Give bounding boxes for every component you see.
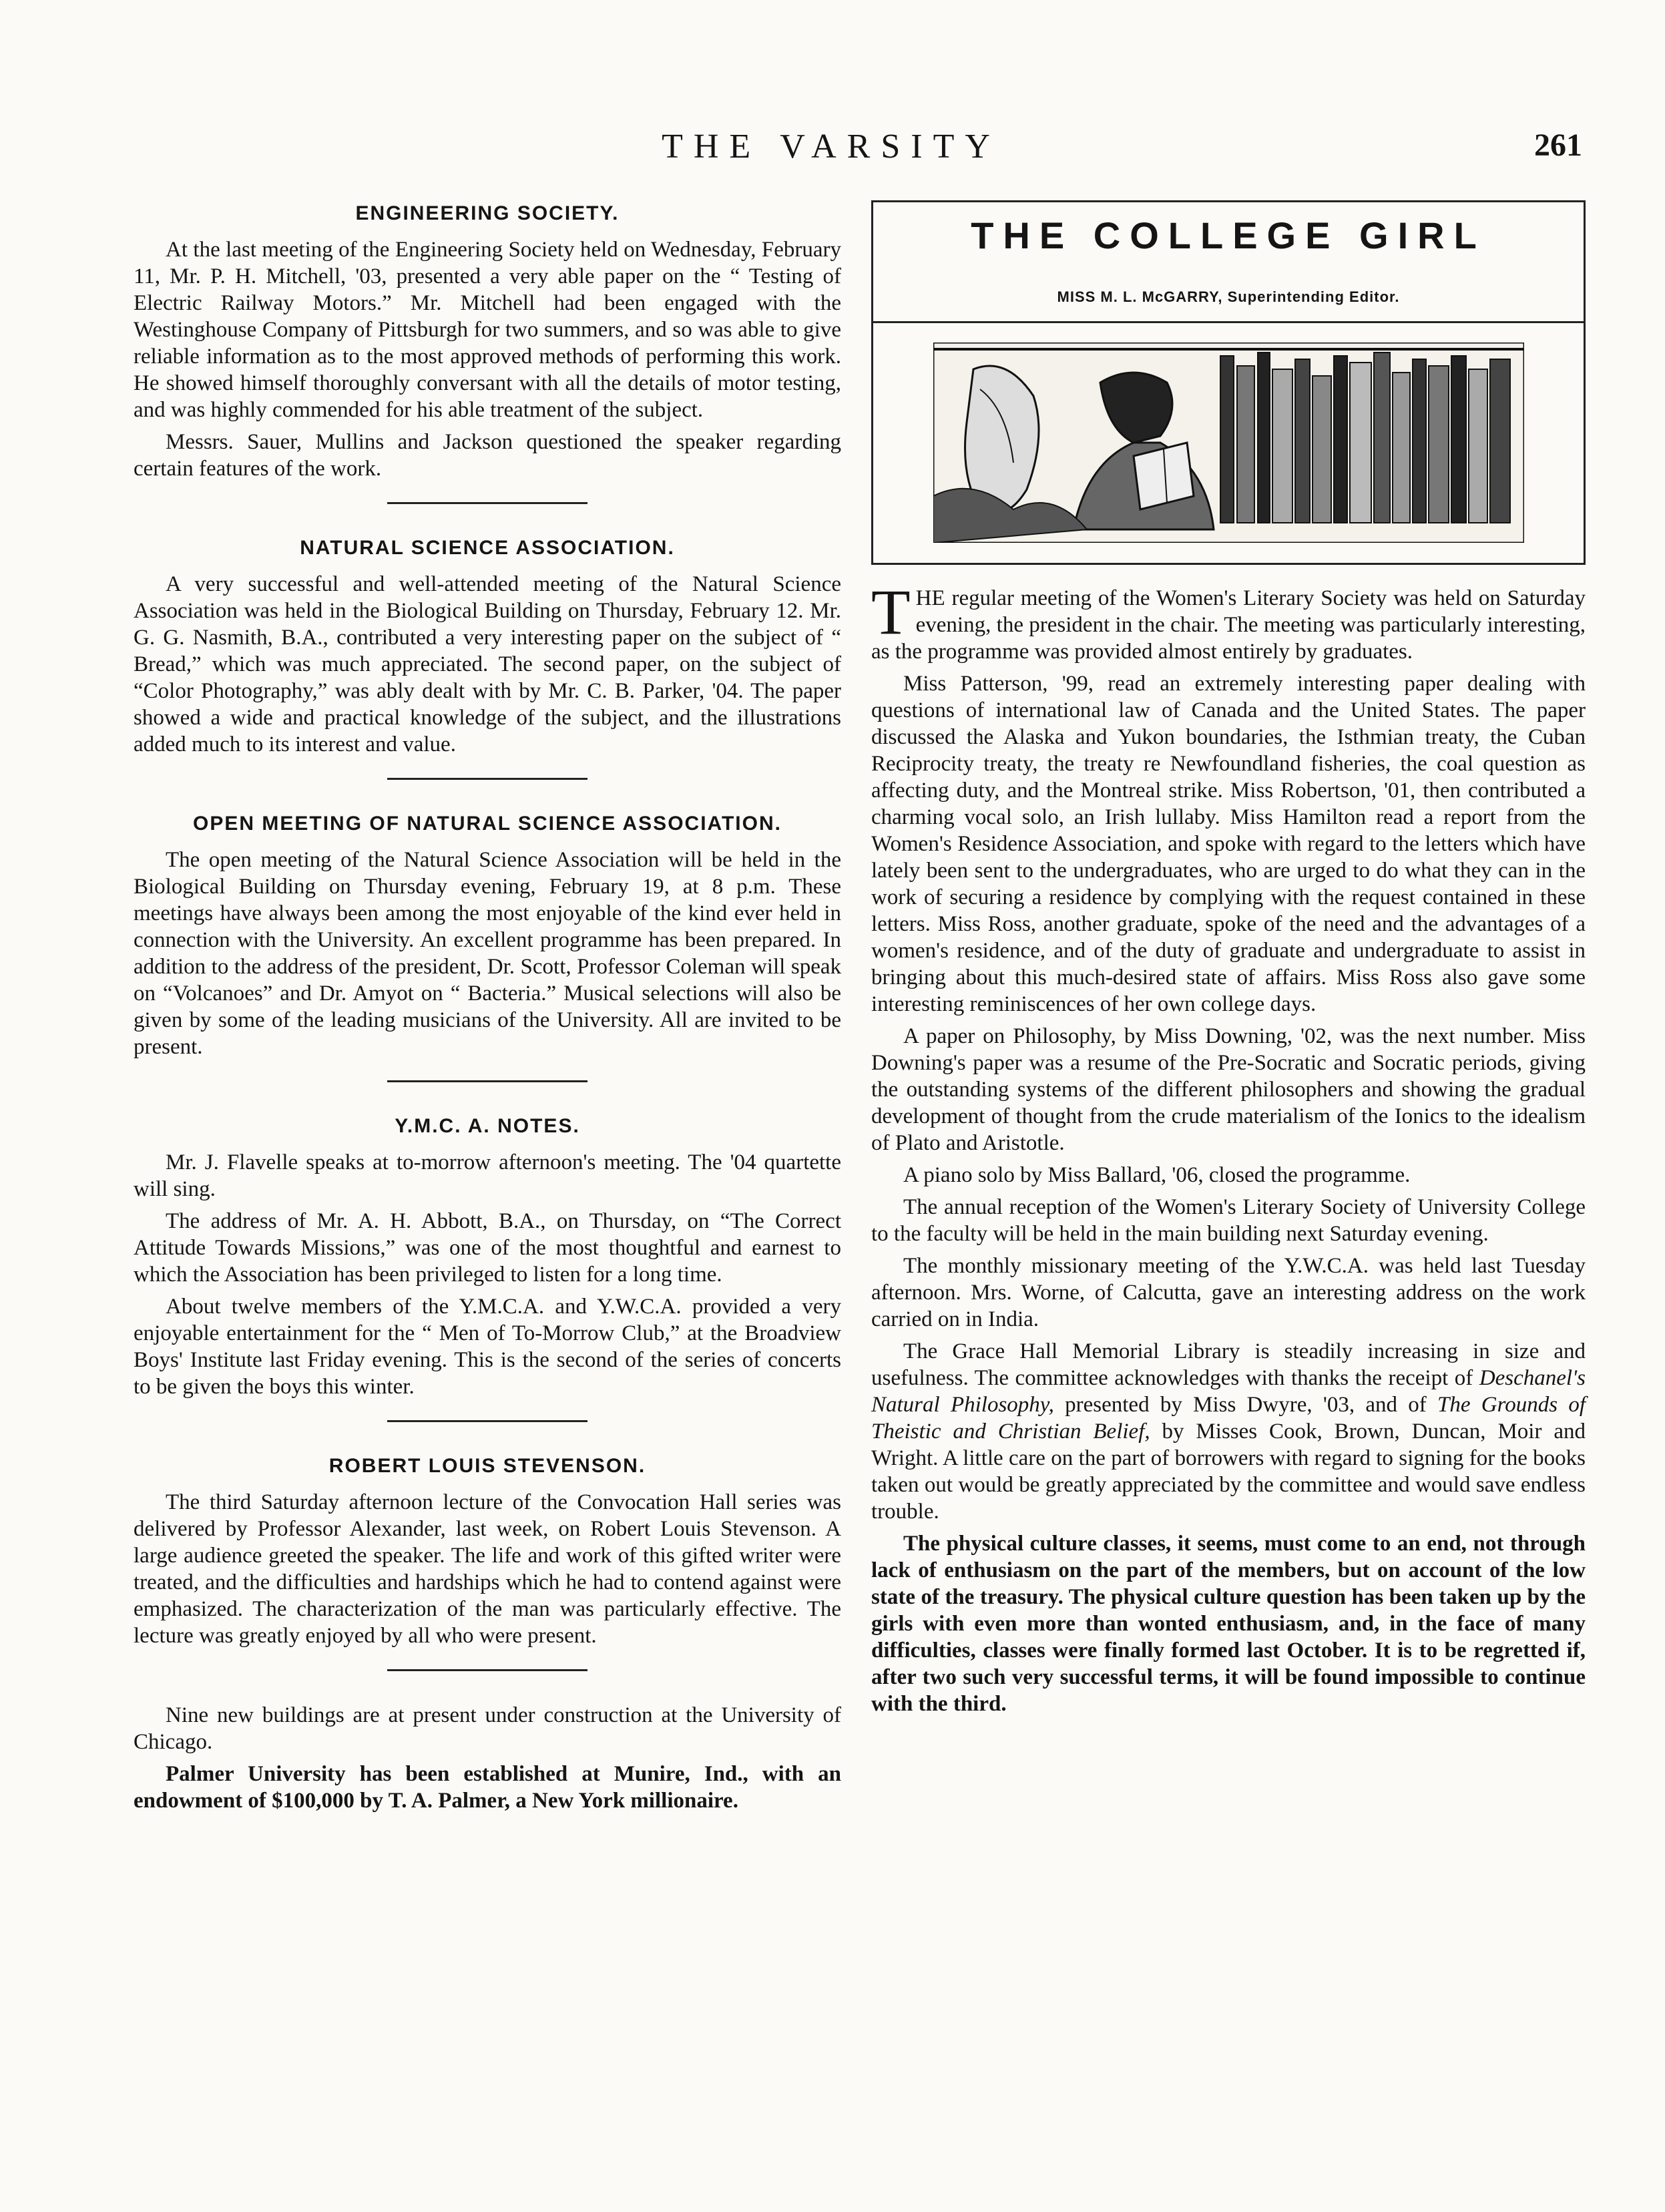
paragraph: A very successful and well-attended meeting of the Natural Science Association was held in the Biological Building on Thursday, February 12. Mr. G. G. Nasmith, B.A., contributed a very interesting paper on the subject of “ Bread,” which was much appreciated. The second paper, on the subject of “Color Photography,” was ably dealt with by Mr. C. B. Parker, '04. The paper showed a wide and practical knowledge of the subject, and the illustrations added much to its interest and value. (134, 572, 841, 756)
page-header (80, 127, 1582, 174)
paragraph: The physical culture classes, it seems, must come to an end, not through lack of enthusiasm on the part of the members, but on account of the low state of the treasury. The physical culture question has been taken up by the girls with even more than wonted enthusiasm, and, in the face of many difficulties, classes were finally formed last October. It is to be regretted if, after two such very successful terms, it will be found impossible to continue with the third. (871, 1532, 1586, 1716)
paragraph: Palmer University has been established at Munire, Ind., with an endowment of $100,000 by T. A. Palmer, a New York millionaire. (134, 1762, 841, 1813)
section-divider (387, 1669, 587, 1671)
paragraph: About twelve members of the Y.M.C.A. and Y.W.C.A. provided a very enjoyable entertainment for the “ Men of To-Morrow Club,” at the Broadview Boys' Institute last Friday evening. This is the second of the series of concerts to be given the boys this winter. (134, 1295, 841, 1399)
paragraph: The annual reception of the Women's Literary Society of University College to the faculty will be held in the main building next Saturday evening. (871, 1195, 1586, 1246)
running-head: THE VARSITY (662, 128, 1001, 166)
section-heading-natural-science: NATURAL SCIENCE ASSOCIATION. (300, 537, 675, 559)
masthead-title: THE COLLEGE GIRL (971, 214, 1486, 256)
paragraph: The third Saturday afternoon lecture of the Convocation Hall series was delivered by Professor Alexander, last week, on Robert Louis Stevenson. A large audience greeted the speaker. The life and work of this gifted writer were treated, and the difficulties and hardships which he had to contend against were emphasized. The characterization of the man was particularly effective. The lecture was greatly enjoyed by all who were present. (134, 1490, 841, 1648)
section-heading-engineering: ENGINEERING SOCIETY. (355, 202, 620, 224)
paragraph: The Grace Hall Memorial Library is steadily increasing in size and usefulness. The committee acknowledges with thanks the receipt of Deschanel's Natural Philosophy, presented by Miss Dwyre, '03, and of The Grounds of Theistic and Christian Belief, by Misses Cook, Brown, Duncan, Moir and Wright. A little care on the part of borrowers with regard to signing for the books taken out would be greatly appreciated by the committee and would save endless trouble. (871, 1339, 1586, 1524)
page-number: 261 (1534, 128, 1582, 163)
section-divider (387, 502, 587, 504)
masthead-divider (873, 321, 1584, 323)
book-title: The Grounds of Theistic and Christian Belief, (871, 1393, 1586, 1444)
paragraph: A paper on Philosophy, by Miss Downing, '02, was the next number. Miss Downing's paper was a resume of the Pre-Socratic and Socratic periods, giving the outstanding systems of the different philosophers and showing the gradual development of thought from the crude materialism of the Ionics to the idealism of Plato and Aristotle. (871, 1024, 1586, 1155)
right-column (871, 200, 1586, 1723)
paragraph: The monthly missionary meeting of the Y.W.C.A. was held last Tuesday afternoon. Mrs. Worne, of Calcutta, gave an interesting address on the work carried on in India. (871, 1254, 1586, 1331)
section-heading-open-meeting: OPEN MEETING OF NATURAL SCIENCE ASSOCIATION. (193, 813, 782, 835)
section-divider (387, 778, 587, 780)
paragraph: A piano solo by Miss Ballard, '06, closed the programme. (903, 1163, 1411, 1187)
paragraph: At the last meeting of the Engineering Society held on Wednesday, February 11, Mr. P. H. Mitchell, '03, presented a very able paper on the “ Testing of Electric Railway Motors.” Mr. Mitchell had been engaged with the Westinghouse Company of Pittsburgh for two summers, and so was able to give reliable information as to the most approved methods of performing this work. He showed himself thoroughly conversant with all the details of motor testing, and was highly commended for his able treatment of the subject. (134, 238, 841, 422)
section-heading-ymca: Y.M.C. A. NOTES. (395, 1115, 580, 1137)
paragraph: THE regular meeting of the Women's Literary Society was held on Saturday evening, the president in the chair. The meeting was particularly interesting, as the programme was provided almost entirely by graduates. (871, 576, 1586, 664)
left-column (134, 200, 841, 1819)
section-divider (387, 1420, 587, 1422)
paragraph: Messrs. Sauer, Mullins and Jackson questioned the speaker regarding certain features of the work. (134, 430, 841, 481)
book-title: Deschanel's Natural Philosophy, (871, 1366, 1586, 1417)
paragraph: The address of Mr. A. H. Abbott, B.A., on Thursday, on “The Correct Attitude Towards Missions,” was one of the most thoughtful and earnest to which the Association has been privileged to listen for a long time. (134, 1209, 841, 1287)
paragraph: Mr. J. Flavelle speaks at to-morrow afternoon's meeting. The '04 quartette will sing. (134, 1150, 841, 1201)
paragraph: Nine new buildings are at present under construction at the University of Chicago. (134, 1703, 841, 1754)
section-divider (387, 1080, 587, 1082)
college-girl-masthead (871, 200, 1586, 565)
reading-girl-illustration (933, 343, 1524, 543)
section-heading-stevenson: ROBERT LOUIS STEVENSON. (328, 1455, 646, 1477)
drop-cap: T (871, 576, 911, 648)
paragraph: The open meeting of the Natural Science Association will be held in the Biological Building on Thursday evening, February 19, at 8 p.m. These meetings have always been among the most enjoyable of the kind ever held in connection with the University. An excellent programme has been prepared. In addition to the address of the president, Dr. Scott, Professor Coleman will speak on “Volcanoes” and Dr. Amyot on “ Bacteria.” Musical selections will also be given by some of the leading musicians of the University. All are invited to be present. (134, 848, 841, 1059)
paragraph: Miss Patterson, '99, read an extremely interesting paper dealing with questions of international law of Canada and the United States. The paper discussed the Alaska and Yukon boundaries, the Isthmian treaty, the Cuban Reciprocity treaty, the treaty re Newfoundland fisheries, the coal question as affecting duty, and the Montreal strike. Miss Robertson, '01, then contributed a charming vocal solo, an Irish lullaby. Miss Hamilton read a report from the Women's Residence Association, and spoke with regard to the letters which have lately been sent to the undergraduates, who are urged to do what they can in the work of securing a residence by complying with the request contained in these letters. Miss Ross, another graduate, spoke of the need and the advantages of a women's residence, and of the duty of graduate and undergraduate to assist in bringing about this much-desired state of affairs. Miss Ross also gave some interesting reminiscences of her own college days. (871, 672, 1586, 1016)
masthead-editor: MISS M. L. McGARRY, Superintending Editor. (1057, 288, 1400, 305)
